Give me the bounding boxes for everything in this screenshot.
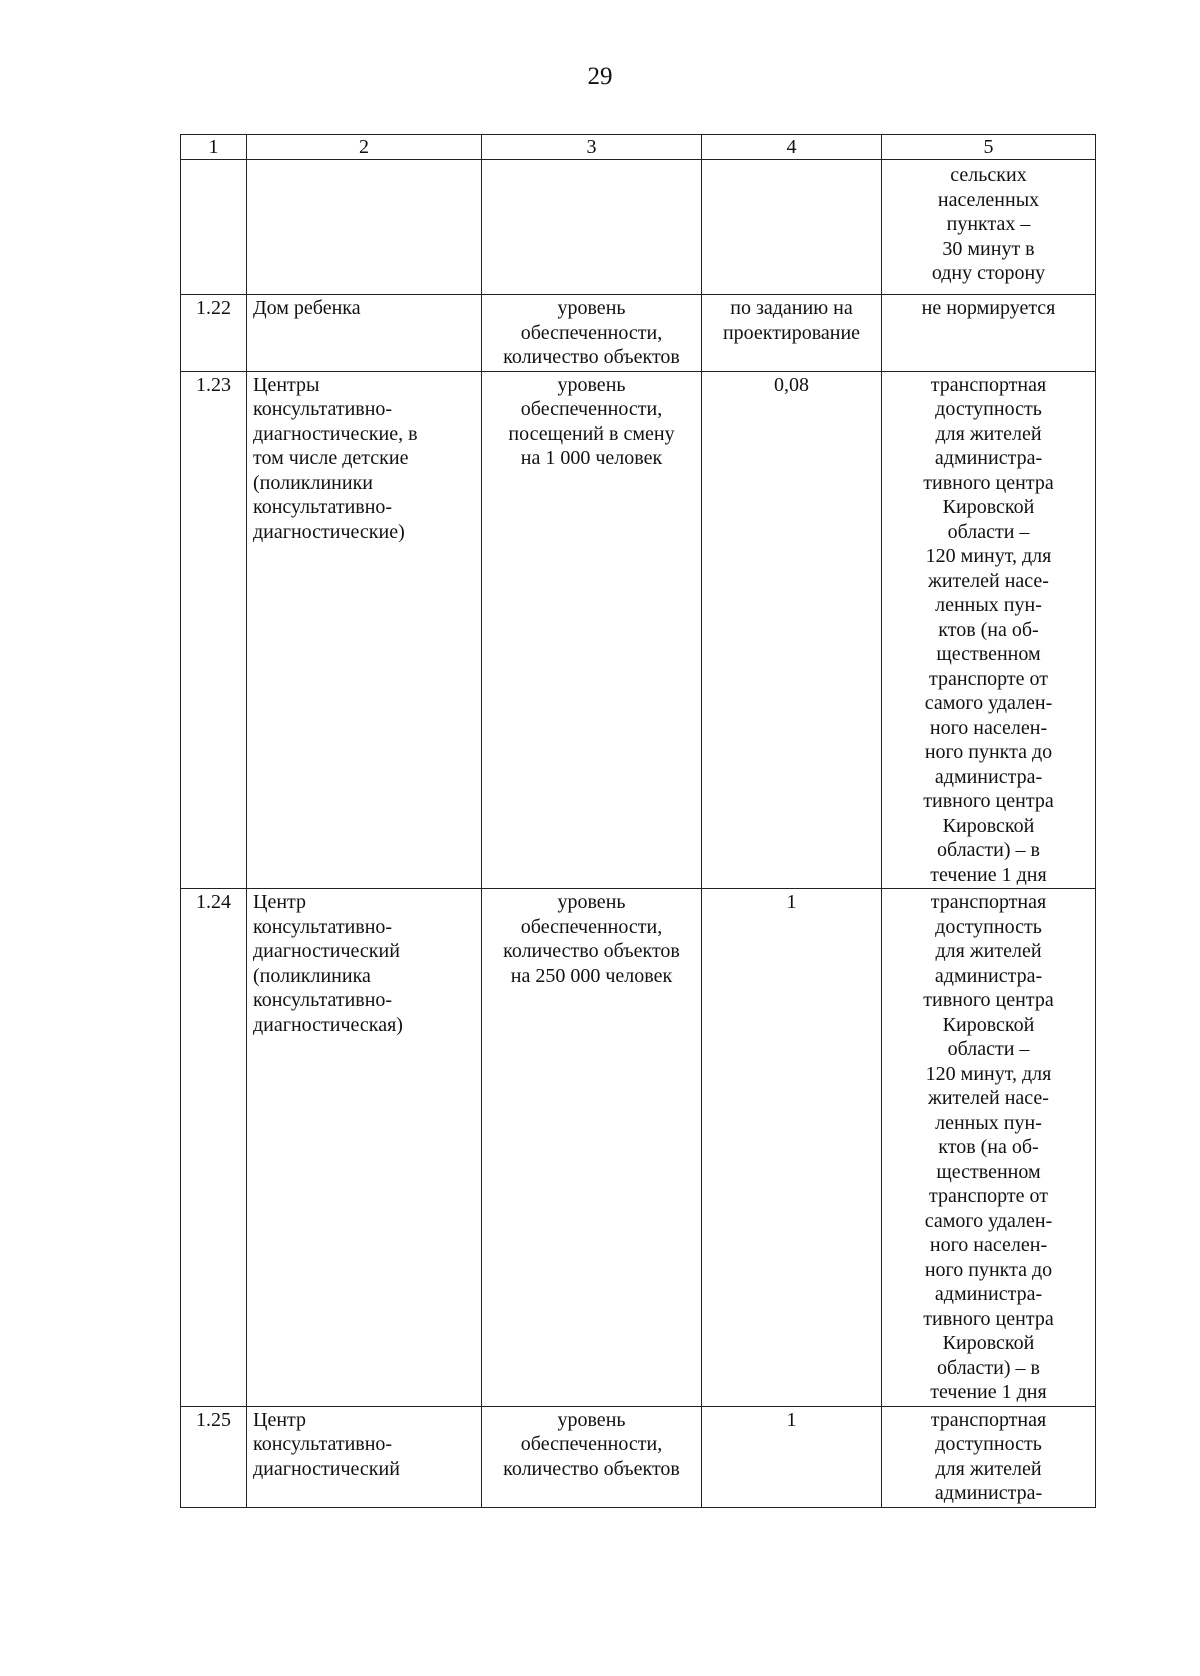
- text-line: Кировской: [942, 1013, 1035, 1036]
- text-line: администра-: [934, 447, 1043, 469]
- text-line: для жителей: [935, 940, 1042, 962]
- text-line: Кировской: [942, 496, 1035, 518]
- text-line: сельских: [950, 164, 1027, 186]
- value-cell: [702, 1406, 882, 1507]
- text-line: течение 1 дня: [930, 1381, 1047, 1403]
- text-line: проектирование: [722, 321, 861, 344]
- text-line: ленных пун-: [935, 1111, 1042, 1134]
- text-line: уровень: [557, 373, 626, 396]
- text-line: обеспеченности,: [520, 398, 663, 420]
- text-line: самого удален-: [924, 1209, 1053, 1232]
- text-line: ного населен-: [929, 716, 1048, 739]
- text-line: 1: [786, 891, 797, 913]
- text-line: по заданию на: [730, 297, 853, 319]
- row-number: 1.25: [181, 1406, 247, 1507]
- text-line: на 1 000 человек: [520, 447, 663, 469]
- text-line: тивного центра: [923, 471, 1054, 494]
- accessibility-cell: [882, 160, 1096, 295]
- text-line: администра-: [934, 964, 1043, 987]
- row-number: 1.24: [181, 889, 247, 1407]
- text-line: диагностическая): [253, 1013, 403, 1036]
- text-line: доступность: [935, 398, 1042, 420]
- text-line: том числе детские: [253, 447, 409, 469]
- accessibility-cell: [882, 889, 1096, 1407]
- text-line: Кировской: [942, 814, 1035, 837]
- table-row: [181, 371, 1096, 889]
- text-line: для жителей: [935, 422, 1042, 445]
- text-line: администра-: [934, 765, 1043, 788]
- row-number: 1.22: [181, 295, 247, 372]
- text-line: ного пункта до: [924, 741, 1053, 763]
- text-line: доступность: [935, 1433, 1042, 1455]
- norms-table: [180, 134, 1096, 1508]
- table-row: [181, 295, 1096, 372]
- text-line: уровень: [557, 891, 626, 913]
- text-line: самого удален-: [924, 692, 1053, 714]
- accessibility-cell: [882, 295, 1096, 372]
- text-line: 120 минут, для: [925, 545, 1052, 567]
- text-line: одну сторону: [931, 262, 1046, 284]
- text-line: ктов (на об-: [938, 1136, 1039, 1158]
- text-line: области –: [947, 520, 1030, 543]
- text-line: (поликлиника: [253, 964, 371, 987]
- indicator-cell: [482, 295, 702, 372]
- text-line: пунктах –: [946, 213, 1031, 235]
- text-line: населенных: [937, 188, 1040, 211]
- page-number: 29: [587, 63, 613, 90]
- text-line: 120 минут, для: [925, 1062, 1052, 1085]
- empty-cell: [247, 160, 482, 295]
- text-line: ленных пун-: [935, 594, 1042, 616]
- text-line: уровень: [557, 1408, 626, 1431]
- text-line: (поликлиники: [253, 471, 374, 494]
- text-line: области –: [947, 1038, 1030, 1060]
- indicator-cell: [482, 1406, 702, 1507]
- text-line: для жителей: [935, 1457, 1042, 1480]
- text-line: диагностический: [253, 1457, 400, 1480]
- text-line: щественном: [936, 1160, 1041, 1183]
- facility-name-cell: [247, 295, 482, 372]
- accessibility-cell: [882, 371, 1096, 889]
- table-row: [181, 1406, 1096, 1507]
- text-line: консультативно-: [253, 496, 393, 518]
- table-row: [181, 889, 1096, 1407]
- text-line: области) – в: [937, 1356, 1040, 1379]
- text-line: 30 минут в: [942, 237, 1035, 260]
- text-line: ного пункта до: [924, 1258, 1053, 1281]
- indicator-cell: [482, 889, 702, 1407]
- text-line: диагностические, в: [253, 422, 418, 445]
- text-line: диагностический: [253, 940, 400, 962]
- text-line: течение 1 дня: [930, 863, 1047, 886]
- column-number-row: [181, 135, 1096, 160]
- text-line: транспортная: [930, 373, 1047, 396]
- column-header: 3: [482, 135, 702, 160]
- text-line: транспорте от: [929, 1185, 1048, 1207]
- text-line: консультативно-: [253, 989, 393, 1011]
- text-line: ного населен-: [929, 1234, 1048, 1256]
- text-line: тивного центра: [923, 989, 1054, 1011]
- text-line: ктов (на об-: [938, 618, 1039, 641]
- text-line: Центр: [253, 1408, 307, 1431]
- text-line: посещений в смену: [508, 422, 675, 445]
- continuation-row: [181, 160, 1096, 295]
- text-line: диагностические): [253, 520, 405, 543]
- text-line: области) – в: [937, 839, 1040, 861]
- column-header: 4: [702, 135, 882, 160]
- indicator-cell: [482, 371, 702, 889]
- empty-cell: [181, 160, 247, 295]
- text-line: обеспеченности,: [520, 321, 663, 344]
- text-line: консультативно-: [253, 398, 393, 420]
- text-line: консультативно-: [253, 915, 393, 938]
- text-line: транспорте от: [929, 667, 1048, 690]
- accessibility-cell: [882, 1406, 1096, 1507]
- text-line: доступность: [935, 915, 1042, 938]
- text-line: Кировской: [942, 1332, 1035, 1354]
- text-line: количество объектов: [503, 1457, 680, 1480]
- text-line: не нормируется: [921, 297, 1056, 319]
- text-line: администра-: [934, 1482, 1043, 1504]
- text-line: Центр: [253, 891, 307, 913]
- facility-name-cell: [247, 1406, 482, 1507]
- text-line: транспортная: [930, 1408, 1047, 1431]
- facility-name-cell: [247, 889, 482, 1407]
- value-cell: [702, 371, 882, 889]
- text-line: тивного центра: [923, 790, 1054, 812]
- value-cell: [702, 889, 882, 1407]
- text-line: администра-: [934, 1283, 1043, 1305]
- text-line: жителей насе-: [928, 569, 1049, 592]
- text-line: уровень: [557, 297, 626, 319]
- text-line: количество объектов: [503, 346, 680, 368]
- text-line: транспортная: [930, 891, 1047, 913]
- text-line: количество объектов: [503, 940, 680, 962]
- text-line: на 250 000 человек: [510, 964, 673, 987]
- text-line: щественном: [936, 643, 1041, 665]
- text-line: обеспеченности,: [520, 1433, 663, 1455]
- empty-cell: [482, 160, 702, 295]
- column-header: 2: [247, 135, 482, 160]
- text-line: 1: [786, 1408, 797, 1431]
- text-line: 0,08: [774, 373, 809, 396]
- text-line: Центры: [253, 373, 320, 396]
- value-cell: [702, 295, 882, 372]
- facility-name-cell: [247, 371, 482, 889]
- row-number: 1.23: [181, 371, 247, 889]
- empty-cell: [702, 160, 882, 295]
- text-line: тивного центра: [923, 1307, 1054, 1330]
- text-line: консультативно-: [253, 1433, 393, 1455]
- text-line: Дом ребенка: [253, 297, 361, 319]
- column-header: 1: [181, 135, 247, 160]
- text-line: жителей насе-: [928, 1087, 1049, 1109]
- text-line: обеспеченности,: [520, 915, 663, 938]
- column-header: 5: [882, 135, 1096, 160]
